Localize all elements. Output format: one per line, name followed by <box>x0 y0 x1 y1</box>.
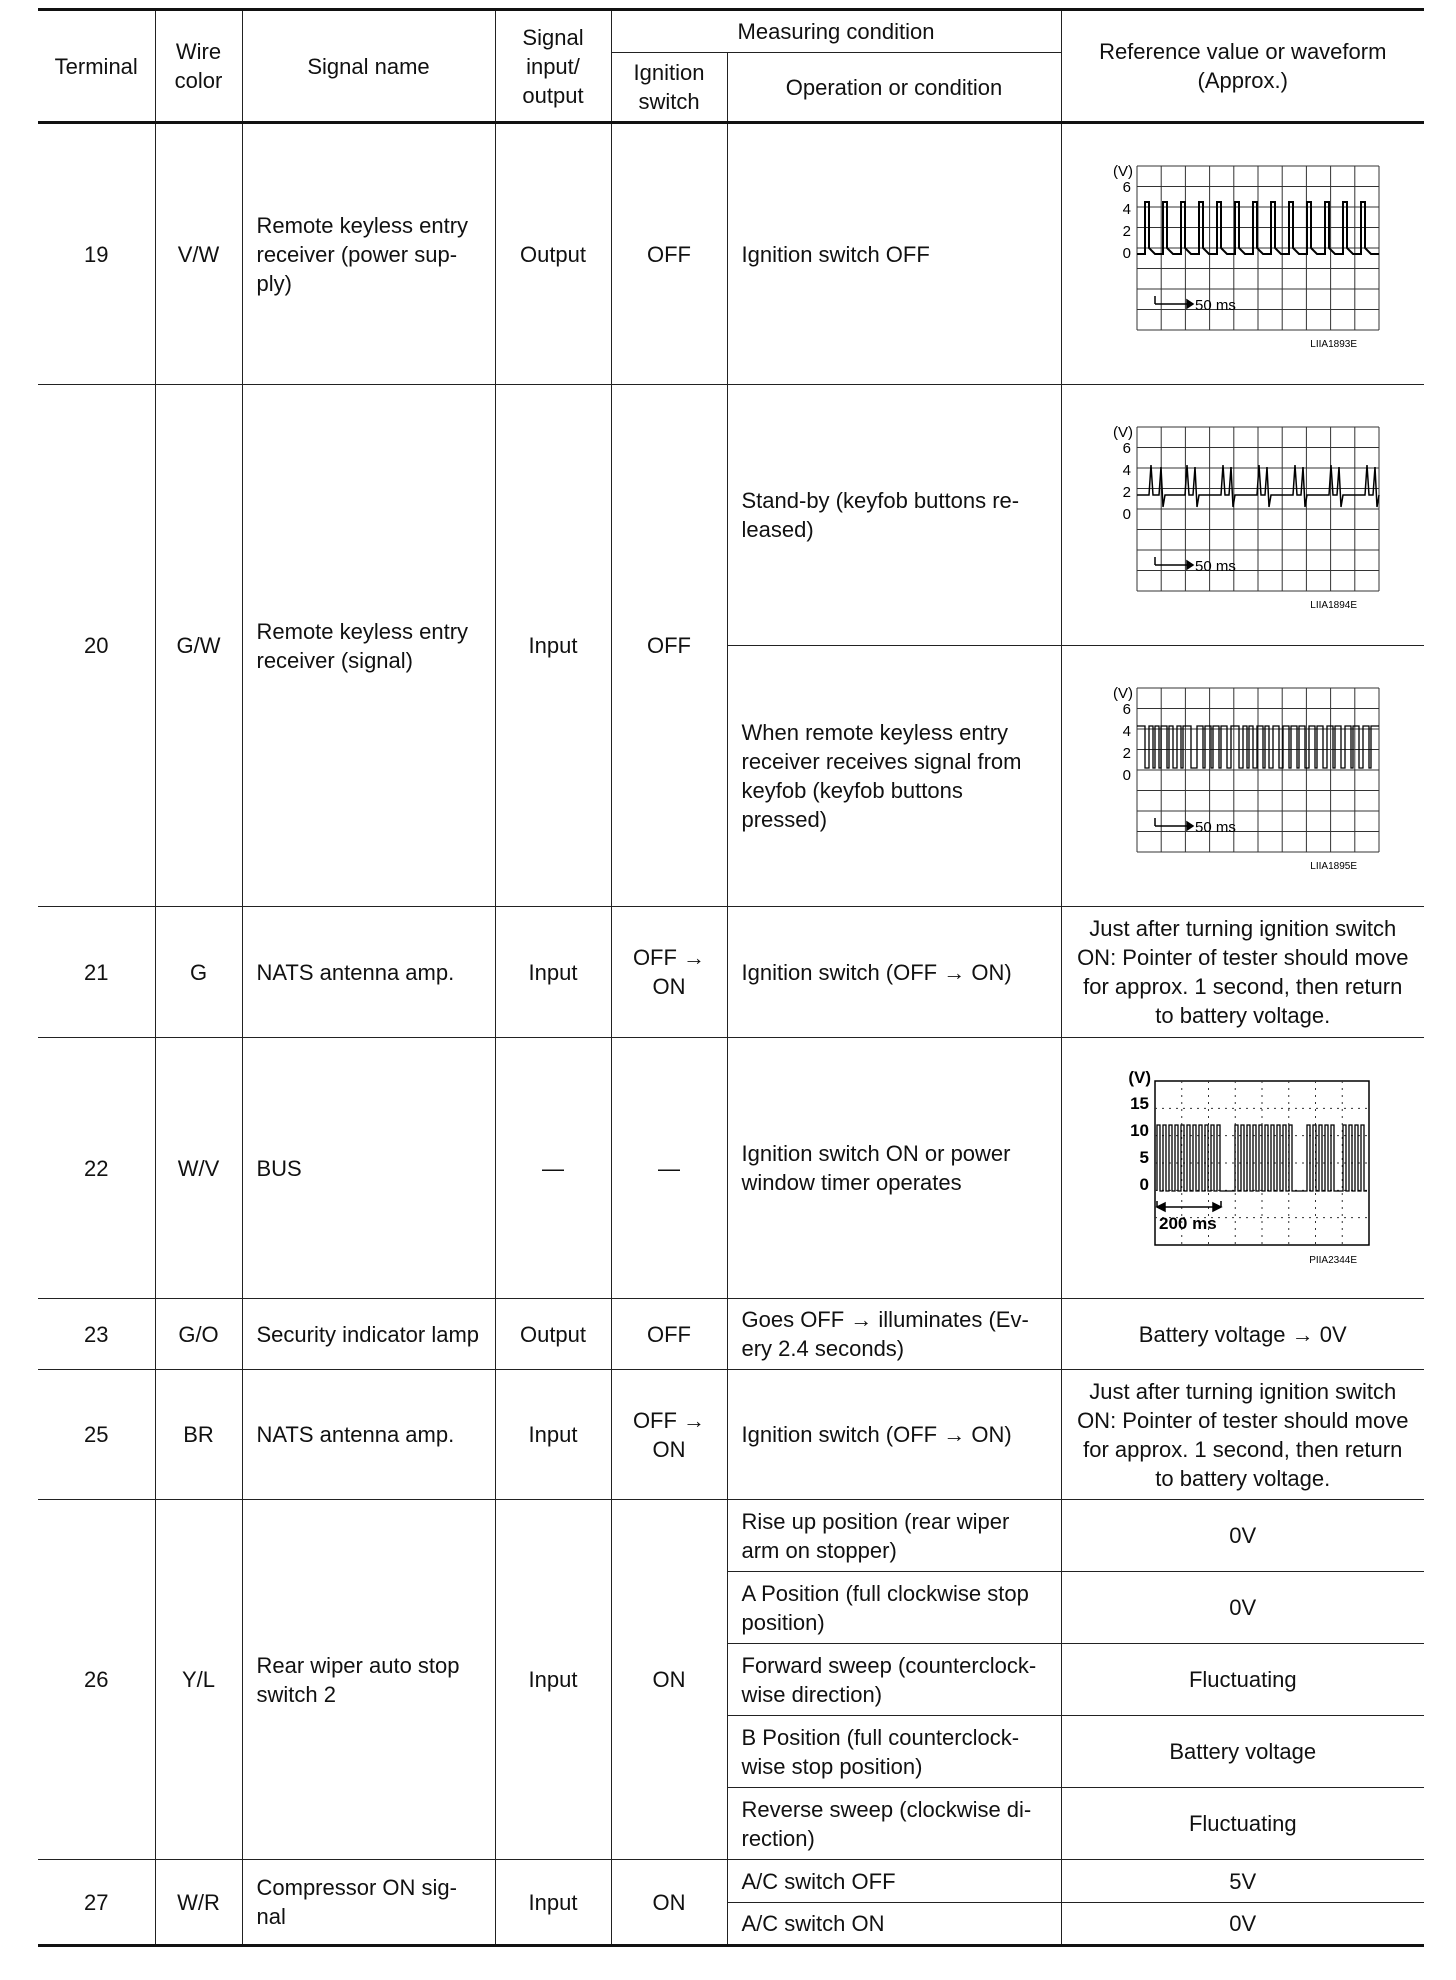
waveform-w20b <box>1093 676 1393 876</box>
ignition-cell: OFF <box>611 123 727 385</box>
waveform-unit: (V) <box>1112 424 1133 441</box>
table-row <box>38 123 1424 385</box>
header-ignition-switch: Ignition switch <box>611 53 727 123</box>
header-terminal: Terminal <box>38 10 155 123</box>
waveform-tick: 4 <box>1122 462 1131 479</box>
terminal-cell: 23 <box>38 1299 155 1370</box>
operation-cell: Rise up position (rear wiper arm on stopper) <box>727 1500 1061 1572</box>
signal-io-cell: Output <box>495 1299 611 1370</box>
waveform-tick: 2 <box>1122 745 1131 762</box>
terminal-cell: 20 <box>38 385 155 907</box>
signal-name-cell: Remote keyless entry receiver (power sup-ply) <box>242 123 495 385</box>
signal-io-cell: Output <box>495 123 611 385</box>
operation-cell: Reverse sweep (clockwise di-rection) <box>727 1788 1061 1860</box>
operation-cell: When remote keyless entry receiver receives signal from keyfob (keyfob buttons pressed) <box>727 646 1061 907</box>
reference-cell: Battery voltage <box>1061 1716 1424 1788</box>
header-wire-color: Wire color <box>155 10 242 123</box>
waveform-tick: 6 <box>1122 701 1131 718</box>
signal-name-cell: NATS antenna amp. <box>242 1370 495 1500</box>
signal-io-cell: Input <box>495 385 611 907</box>
operation-cell: Forward sweep (counterclock-wise direction) <box>727 1644 1061 1716</box>
waveform-cell <box>1061 385 1424 646</box>
waveform-time: 200 ms <box>1158 1214 1217 1233</box>
header-signal-name: Signal name <box>242 10 495 123</box>
ignition-cell: OFF <box>611 385 727 907</box>
reference-cell: Fluctuating <box>1061 1788 1424 1860</box>
wire-color-cell: Y/L <box>155 1500 242 1860</box>
table-row <box>38 385 1424 646</box>
waveform-tick: 4 <box>1122 723 1131 740</box>
signal-name-cell: NATS antenna amp. <box>242 907 495 1038</box>
waveform-time: 50 ms <box>1194 819 1236 836</box>
waveform-tick: 0 <box>1122 506 1131 523</box>
signal-name-cell: Remote keyless entry receiver (signal) <box>242 385 495 907</box>
table-row <box>38 1860 1424 1903</box>
signal-name-cell: BUS <box>242 1038 495 1299</box>
reference-cell: Battery voltage → 0V <box>1061 1299 1424 1370</box>
time-scale-arrow <box>1155 818 1193 830</box>
operation-cell: Ignition switch (OFF → ON) <box>727 907 1061 1038</box>
waveform-grid <box>1137 427 1379 591</box>
table-row <box>38 1370 1424 1500</box>
operation-cell: Goes OFF → illuminates (Ev-ery 2.4 seconds) <box>727 1299 1061 1370</box>
operation-cell: Ignition switch (OFF → ON) <box>727 1370 1061 1500</box>
header-measuring-condition: Measuring condition <box>611 10 1061 53</box>
wire-color-cell: W/R <box>155 1860 242 1946</box>
reference-cell: Fluctuating <box>1061 1644 1424 1716</box>
waveform-time: 50 ms <box>1194 558 1236 575</box>
wire-color-cell: V/W <box>155 123 242 385</box>
header-reference: Reference value or waveform (Approx.) <box>1061 10 1424 123</box>
ignition-cell: ON <box>611 1860 727 1946</box>
waveform-tick: 6 <box>1122 440 1131 457</box>
signal-io-cell: Input <box>495 1370 611 1500</box>
wire-color-cell: G/O <box>155 1299 242 1370</box>
signal-name-cell: Rear wiper auto stop switch 2 <box>242 1500 495 1860</box>
operation-cell: A/C switch OFF <box>727 1860 1061 1903</box>
waveform-unit: (V) <box>1128 1068 1151 1087</box>
waveform-trace <box>1157 1125 1367 1191</box>
wire-color-cell: G/W <box>155 385 242 907</box>
waveform-time: 50 ms <box>1194 297 1236 314</box>
terminal-cell: 22 <box>38 1038 155 1299</box>
terminal-cell: 21 <box>38 907 155 1038</box>
figure-code: PIIA2344E <box>1308 1255 1357 1266</box>
waveform-tick: 0 <box>1122 245 1131 262</box>
waveform-tick: 5 <box>1139 1148 1149 1167</box>
time-scale-arrow <box>1155 296 1193 308</box>
table-row <box>38 1500 1424 1572</box>
signal-io-cell: Input <box>495 907 611 1038</box>
operation-cell: A/C switch ON <box>727 1903 1061 1946</box>
ignition-cell: — <box>611 1038 727 1299</box>
operation-cell: A Position (full clockwise stop position) <box>727 1572 1061 1644</box>
waveform-unit: (V) <box>1112 685 1133 702</box>
reference-cell: 0V <box>1061 1500 1424 1572</box>
terminal-cell: 25 <box>38 1370 155 1500</box>
waveform-cell <box>1061 1038 1424 1299</box>
waveform-tick: 4 <box>1122 201 1131 218</box>
waveform-unit: (V) <box>1112 163 1133 180</box>
figure-code: LIIA1895E <box>1310 861 1357 872</box>
wire-color-cell: G <box>155 907 242 1038</box>
header-signal-io: Signal input/ output <box>495 10 611 123</box>
reference-cell: 0V <box>1061 1572 1424 1644</box>
waveform-w20a <box>1093 415 1393 615</box>
time-scale-arrow <box>1157 1201 1221 1211</box>
figure-code: LIIA1894E <box>1310 600 1357 611</box>
waveform-tick: 0 <box>1139 1175 1149 1194</box>
reference-cell: 5V <box>1061 1860 1424 1903</box>
wire-color-cell: W/V <box>155 1038 242 1299</box>
wire-color-cell: BR <box>155 1370 242 1500</box>
table-row <box>38 907 1424 1038</box>
waveform-grid <box>1137 688 1379 852</box>
waveform-tick: 0 <box>1122 767 1131 784</box>
ignition-cell: ON <box>611 1500 727 1860</box>
time-scale-arrow <box>1155 557 1193 569</box>
header-operation: Operation or condition <box>727 53 1061 123</box>
ignition-cell: OFF → ON <box>611 907 727 1038</box>
waveform-tick: 6 <box>1122 179 1131 196</box>
waveform-tick: 10 <box>1129 1121 1149 1140</box>
signal-name-cell: Compressor ON sig-nal <box>242 1860 495 1946</box>
waveform-tick: 15 <box>1129 1094 1149 1113</box>
waveform-tick: 2 <box>1122 223 1131 240</box>
operation-cell: Stand-by (keyfob buttons re-leased) <box>727 385 1061 646</box>
waveform-w22 <box>1093 1063 1393 1273</box>
figure-code: LIIA1893E <box>1310 339 1357 350</box>
table-row <box>38 1299 1424 1370</box>
operation-cell: Ignition switch ON or power window timer operates <box>727 1038 1061 1299</box>
terminal-cell: 19 <box>38 123 155 385</box>
terminal-cell: 26 <box>38 1500 155 1860</box>
signal-name-cell: Security indicator lamp <box>242 1299 495 1370</box>
terminal-spec-table <box>38 8 1424 1947</box>
terminal-cell: 27 <box>38 1860 155 1946</box>
operation-cell: B Position (full counterclock-wise stop position) <box>727 1716 1061 1788</box>
waveform-cell <box>1061 646 1424 907</box>
ignition-cell: OFF <box>611 1299 727 1370</box>
ignition-cell: OFF → ON <box>611 1370 727 1500</box>
signal-io-cell: — <box>495 1038 611 1299</box>
waveform-tick: 2 <box>1122 484 1131 501</box>
operation-cell: Ignition switch OFF <box>727 123 1061 385</box>
reference-cell: Just after turning ignition switch ON: Pointer of tester should move for approx. 1 second, then return to battery voltage. <box>1061 1370 1424 1500</box>
signal-io-cell: Input <box>495 1500 611 1860</box>
table-row <box>38 1038 1424 1299</box>
reference-cell: 0V <box>1061 1903 1424 1946</box>
signal-io-cell: Input <box>495 1860 611 1946</box>
waveform-w19 <box>1093 154 1393 354</box>
reference-cell: Just after turning ignition switch ON: Pointer of tester should move for approx. 1 second, then return to battery voltage. <box>1061 907 1424 1038</box>
waveform-cell <box>1061 123 1424 385</box>
